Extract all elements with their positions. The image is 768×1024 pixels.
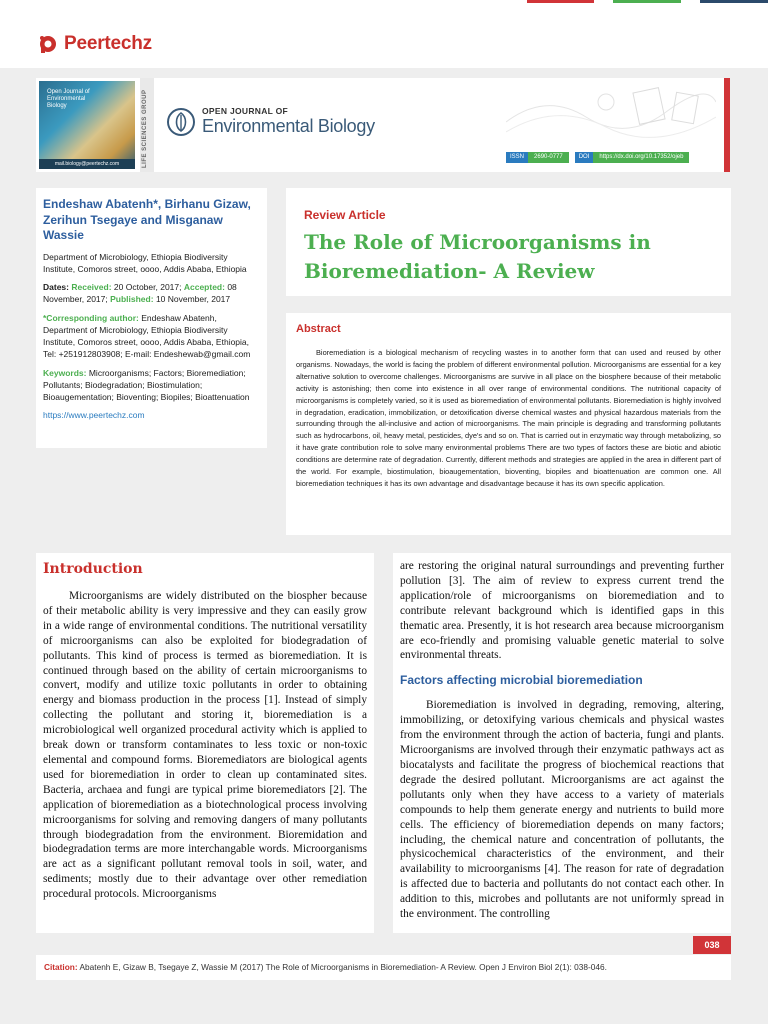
journal-header [36, 78, 730, 172]
cover-email: mail.biology@peertechz.com [39, 159, 135, 169]
citation-bar [36, 955, 731, 980]
peertechz-logo-icon [38, 34, 60, 54]
introduction-heading: Introduction [43, 561, 143, 577]
abstract-card [286, 313, 731, 535]
header-red-bar [724, 78, 730, 172]
article-title: The Role of Microorganisms in Bioremediation- A Review [304, 230, 651, 283]
author-info-card [36, 188, 267, 448]
title-card [286, 188, 731, 296]
introduction-text: Microorganisms are widely distributed on the biospher because of their metabolic ability is very impressive and they can easily grow in a wide range of environmental conditions. The nutritional versatility of microorganisms can also be exploited for biodegradation of pollutants. This kind of process is termed as bioremediation. It is continued through based on the ability of certain microorganisms to convert, modify and utilize toxic pollutants in order to obtaining energy and biomass production in the process [1]. Instead of simply collecting the pollutant and storing it, bioremediation is a microbiological well organized procedural activity which is applied to break down or transform contaminates to less toxic or non-toxic elemental and compound forms. Bioremediators are biological agents used for bioremediation in order to clean up contaminated sites. Bacteria, archaea and fungi are typical prime bioremediators [2]. The application of bioremediation as a biotechnological process involving microorganisms for solving and removing dangers of many pollutants through biodegradation from the environment. Bioremidation and biodegradation terms are more interchangable words. Microorganisms are act as a significant pollutant removal tools in soil, water, and sediments; mostly due to their advantage over other remediation procedural protocols. Microorganisms [43, 590, 367, 901]
website-link[interactable]: https://www.peertechz.com [43, 409, 145, 420]
issn-doi-tags [506, 152, 695, 163]
accent-line-navy [700, 0, 768, 3]
authors: Endeshaw Abatenh*, Birhanu Gizaw, Zerihun Tsegaye and Misganaw Wassie [43, 197, 251, 242]
continued-text: are restoring the original natural surroundings and preventing further pollution [3]. The aim of review to express current trend the application/role of microorganisms on bioremediation and to contribute relevant background which is identified gaps in this thematic area. Presently, it is hot research area because microorganism are eco-friendly and promising valuable genetic material to solve environmental threats. [400, 560, 724, 662]
journal-cover-image [39, 81, 135, 169]
page-number: 038 [693, 936, 731, 954]
journal-logo [166, 106, 375, 137]
left-column [36, 553, 374, 933]
brand-name: Peertechz [64, 33, 152, 54]
abstract-heading: Abstract [296, 323, 341, 335]
journal-logo-big: Environmental Biology [202, 116, 375, 136]
group-label: LIFE SCIENCES GROUP [142, 89, 148, 168]
accent-line-green [613, 0, 681, 3]
article-type: Review Article [304, 208, 386, 222]
doi-link[interactable]: https://dx.doi.org/10.17352/ojeb [593, 152, 689, 163]
top-bar [0, 0, 768, 68]
right-column [393, 553, 731, 933]
factors-text: Bioremediation is involved in degrading, removing, altering, immobilizing, or detoxifying various chemicals and physical wastes from the environment through the action of bacteria, fungi and plants. Microorganisms are involved through their enzymatic pathways act as biocatalysts and facilitate the progress of biochemical reactions that degrade the desired pollutant. Microorganisms are act against the pollutants only when they have access to a variety of materials compounds to help them generate energy and nutrients to build more cells. The efficiency of bioremediation depends on many factors; including, the chemical nature and concentration of pollutants, the physicochemical characteristics of the environment, and their availability to microorganisms [4]. The reason for rate of degradation is affected due to bacteria and pollutants do not contact each other. In addition to this, microbes and pollutants are not uniformly spread in the environment. The controlling [400, 699, 724, 921]
header-decoration [506, 82, 716, 152]
factors-heading: Factors affecting microbial bioremediation [400, 673, 643, 688]
keywords: Keywords: Microorganisms; Factors; Bioremediation; Pollutants; Biodegradation; Biostimulation; Bioaugementation; Bioventing; Biopiles; Bioattenuation [43, 367, 250, 402]
doi-label: DOI [575, 152, 594, 163]
article-dates: Dates: Received: 20 October, 2017; Accepted: 08 November, 2017; Published: 10 November, 2017 [43, 281, 237, 304]
abstract-text: Bioremediation is a biological mechanism of recycling wastes in to another form that can used and reused by other organisms. Nowadays, the world is facing the problem of different environmental pollution. Microorganisms are essential for a key alternative solution to overcome challenges. Microorganisms are survive in all place on the biosphere because of their metabolic activity is astonishing; then come into existence in all over range of environmental conditions. The nutritional capacity of microorganisms is completely varied, so it is used as bioremediation of environmental pollutants. Bioremediation is highly involved in degradation, eradication, immobilization, or detoxification diverse chemical wastes and physical hazardous materials from the surrounding through the all-inclusive and action of microorganisms. The main principle is degrading and transforming pollutants such as hydrocarbons, oil, heavy metal, pesticides, dye's and so on. That is carried out in enzymatic way through metabolizing, so it have grate contribution role to solve many environmental problems There are two types of factors these are biotic and abiotic conditions are determine rate of degradation. Currently, different methods and strategies are applied in the area in different part of the world. For example, biostimulation, bioaugementation, bioventing, biopiles and bioattenuation are common one. All bioremediation techniques it has its own advantage and disadvantage because it has its own specific application. [296, 348, 721, 488]
peertechz-brand[interactable] [38, 33, 152, 55]
accent-line-red [527, 0, 594, 3]
issn-label: ISSN [506, 152, 528, 163]
citation-label: Citation: [44, 962, 78, 972]
citation-text: Abatenh E, Gizaw B, Tsegaye Z, Wassie M (2017) The Role of Microorganisms in Bioremediation- A Review. Open J Environ Biol 2(1): 038-046. [79, 962, 607, 972]
journal-logo-small: OPEN JOURNAL OF [202, 106, 289, 116]
affiliation: Department of Microbiology, Ethiopia Biodiversity Institute, Comoros street, oooo, Addis Ababa, Ethiopia [43, 251, 247, 274]
issn-value: 2690-0777 [528, 152, 569, 163]
journal-emblem-icon [166, 107, 196, 137]
cover-title: Open Journal of Environmental Biology [47, 89, 90, 109]
corresponding-author: *Corresponding author: Endeshaw Abatenh, Department of Microbiology, Ethiopia Biodiversity Institute, Comoros street, oooo, Addis Ababa, Ethiopia, Tel: +251912803908; E-mail: Endeshewab@gmail.com [43, 312, 251, 359]
